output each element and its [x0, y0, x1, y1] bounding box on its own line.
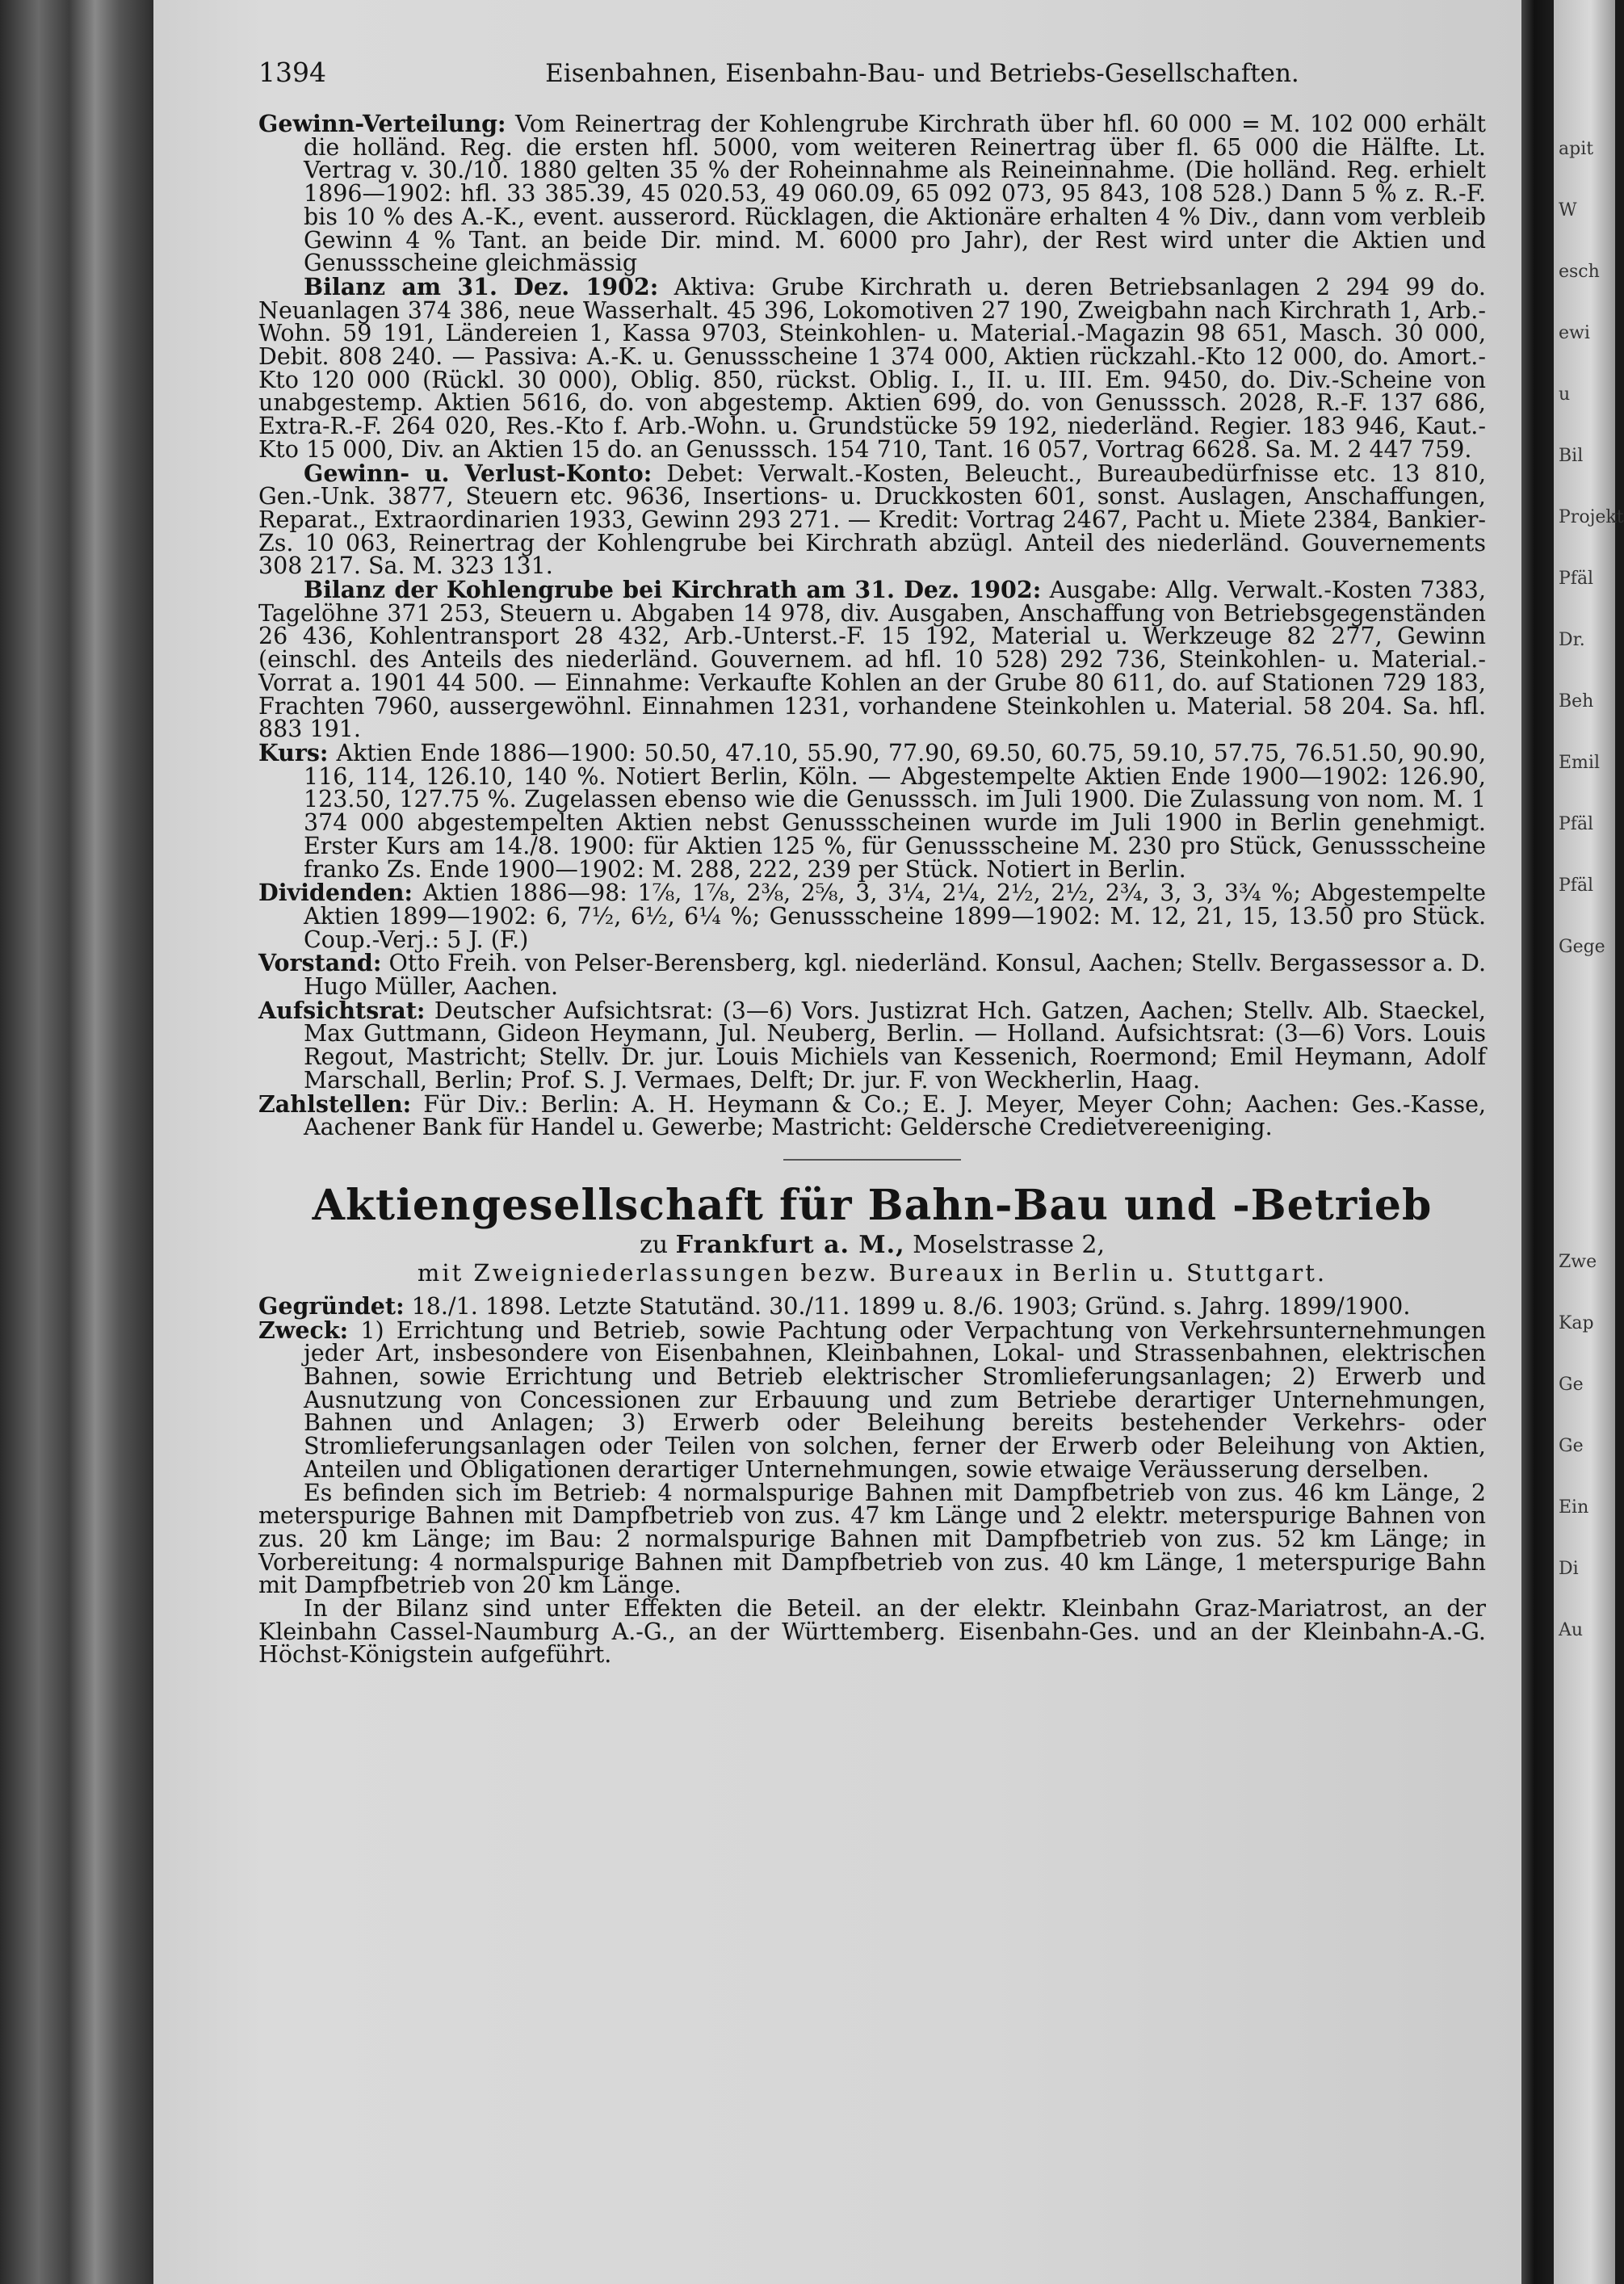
- entry-paragraph: [258, 112, 1486, 275]
- entry-paragraph: [258, 272, 1486, 463]
- entry-label: Kurs:: [258, 738, 329, 766]
- entry-paragraph: [258, 738, 1486, 883]
- entry-paragraph: [258, 1479, 1486, 1599]
- entry-label: Zweck:: [258, 1316, 349, 1344]
- company-address: Moselstrasse 2,: [913, 1230, 1105, 1259]
- entry-text: In der Bilanz sind unter Effekten die Beteil. an der elektr. Kleinbahn Graz-Mariatrost, an der Kleinbahn Cassel-Naumburg A.-G., an der Württemberg. Eisenbahn-Ges. und an der Kleinbahn-A.-G. Höchst-Königstein aufgeführt.: [258, 1595, 1486, 1669]
- entry-paragraph: [258, 1291, 1486, 1320]
- facing-page-margin: [1554, 0, 1624, 2284]
- entry-paragraph: [258, 949, 1486, 1001]
- entry-text: Aktiva: Grube Kirchrath u. deren Betriebsanlagen 2 294 99 do. Neuanlagen 374 386, neue Wasserhalt. 45 396, Lokomotiven 27 190, Zweigbahn nach Kirchrath 1, Arb.-Wohn. 59 191, Ländereien 1, Kassa 9703, Steinkohlen- u. Material.-Magazin 98 651, Masch. 30 000, Debit. 808 240. — Passiva: A.-K. u. Genussscheine 1 374 000, Aktien rückzahl.-Kto 12 000, do. Amort.-Kto 120 000 (Rückl. 30 000), Oblig. 850, rückst. Oblig. I., II. u. III. Em. 9450, do. Div.-Scheine von unabgestemp. Aktien 5616, do. von abgestemp. Aktien 699, do. von Genusssch. 2028, R.-F. 137 686, Extra-R.-F. 264 020, Res.-Kto f. Arb.-Wohn. u. Grundstücke 59 192, niederländ. Regier. 183 946, Kaut.-Kto 15 000, Div. an Aktien 15 do. an Genusssch. 154 710, Tant. 16 057, Vortrag 6628. Sa. M. 2 447 759.: [258, 273, 1486, 463]
- entry-label: Dividenden:: [258, 879, 413, 907]
- margin-fragment: Pfäl: [1559, 875, 1594, 896]
- section-divider: [783, 1159, 961, 1161]
- entry-text: Vom Reinertrag der Kohlengrube Kirchrath über hfl. 60 000 = M. 102 000 erhält die holländ. Reg. die ersten hfl. 5000, vom weiteren Reinertrag über fl. 65 000 die Hälfte. Lt. Vertrag v. 30./10. 1880 gelten 35 % der Roheinnahme als Reineinnahme. (Die holländ. Reg. erhielt 1896—1902: hfl. 33 385.39, 45 020.53, 49 060.09, 65 092 073, 95 843, 108 528.) Dann 5 % z. R.-F. bis 10 % des A.-K., event. ausserord. Rücklagen, die Aktionäre erhalten 4 % Div., dann vom verbleib Gewinn 4 % Tant. an beide Dir. mind. M. 6000 pro Jahr), der Rest wird unter die Aktien und Genussscheine gleichmässig: [304, 111, 1486, 277]
- margin-fragment: ewi: [1559, 323, 1590, 343]
- margin-fragment: Pfäl: [1559, 814, 1594, 834]
- margin-fragment: Ge: [1559, 1375, 1584, 1395]
- margin-fragment: Zwe: [1559, 1252, 1597, 1272]
- company-entries: [258, 1291, 1486, 1669]
- company-location: [258, 1232, 1486, 1259]
- margin-fragment: Emil: [1559, 753, 1600, 773]
- company-city: Frankfurt a. M.,: [675, 1230, 905, 1259]
- company-branches: mit Zweigniederlassungen bezw. Bureaux in Berlin u. Stuttgart.: [417, 1258, 1328, 1287]
- margin-fragment: Kap: [1559, 1313, 1594, 1333]
- scan-binding-shadow: [0, 0, 153, 2284]
- previous-company-entries: [258, 112, 1486, 1140]
- entry-text: Otto Freih. von Pelser-Berensberg, kgl. niederländ. Konsul, Aachen; Stellv. Bergassessor a. D. Hugo Müller, Aachen.: [304, 950, 1486, 1001]
- margin-fragment: W: [1559, 200, 1577, 220]
- entry-text: Es befinden sich im Betrieb: 4 normalspurige Bahnen mit Dampfbetrieb von zus. 46 km Länge, 2 meterspurige Bahnen mit Dampfbetrieb von zus. 47 km Länge und 2 elektr. meterspurige Bahnen von zus. 20 km Länge; im Bau: 2 normalspurige Bahnen mit Dampfbetrieb von zus. 52 km Länge; in Vorbereitung: 4 normalspurige Bahnen mit Dampfbetrieb von zus. 40 km Länge, 1 meterspurige Bahn mit Dampfbetrieb von 20 km Länge.: [258, 1479, 1486, 1599]
- entry-text: Debet: Verwalt.-Kosten, Beleucht., Bureaubedürfnisse etc. 13 810, Gen.-Unk. 3877, Steuern etc. 9636, Insertions- u. Druckkosten 601, sonst. Auslagen, Anschaffungen, Reparat., Extraordinarien 1933, Gewinn 293 271. — Kredit: Vortrag 2467, Pacht u. Miete 2384, Bankier-Zs. 10 063, Reinertrag der Kohlengrube bei Kirchrath abzügl. Anteil des niederländ. Gouvernements 308 217. Sa. M. 323 131.: [258, 460, 1486, 580]
- entry-text: Aktien 1886—98: 1⅞, 1⅞, 2⅜, 2⅝, 3, 3¼, 2¼, 2½, 2½, 2¾, 3, 3, 3¾ %; Abgestempelte Aktien 1899—1902: 6, 7½, 6½, 6¼ %; Genussscheine 1899—1902: M. 12, 21, 15, 13.50 pro Stück. Coup.-Verj.: 5 J. (F.): [304, 880, 1487, 953]
- entry-label: Aufsichtsrat:: [258, 996, 426, 1024]
- margin-fragment: Bil: [1559, 446, 1584, 466]
- margin-fragment: apit: [1559, 139, 1594, 159]
- entry-label: Gewinn-Verteilung:: [258, 110, 506, 137]
- entry-text: Deutscher Aufsichtsrat: (3—6) Vors. Justizrat Hch. Gatzen, Aachen; Stellv. Alb. Staeckel, Max Guttmann, Gideon Heymann, Jul. Neuberg, Berlin. — Holland. Aufsichtsrat: (3—6) Vors. Louis Regout, Mastricht; Stellv. Dr. jur. Louis Michiels van Kessenich, Roermond; Emil Heymann, Adolf Marschall, Berlin; Prof. S. J. Vermaes, Delft; Dr. jur. F. von Weckherlin, Haag.: [304, 997, 1486, 1094]
- running-head: [258, 57, 1486, 88]
- company-name: Aktiengesellschaft für Bahn-Bau und -Betrieb: [312, 1180, 1433, 1230]
- entry-text: Ausgabe: Allg. Verwalt.-Kosten 7383, Tagelöhne 371 253, Steuern u. Abgaben 14 978, div. Ausgaben, Anschaffung von Betriebsgegenständen 26 436, Kohlentransport 28 432, Arb.-Unterst.-F. 15 192, Material u. Werkzeuge 82 277, Gewinn (einschl. des Anteils des niederländ. Gouvernem. ad hfl. 10 528) 292 736, Steinkohlen- u. Material.-Vorrat a. 1901 44 500. — Einnahme: Verkaufte Kohlen an der Grube 80 611, do. auf Stationen 729 183, Frachten 7960, aussergewöhnl. Einnahmen 1231, vorhandene Steinkohlen u. Material. 58 204. Sa. hfl. 883 191.: [258, 577, 1486, 743]
- entry-paragraph: [258, 459, 1486, 580]
- entry-paragraph: [258, 1595, 1486, 1669]
- entry-label: Gegründet:: [258, 1291, 405, 1320]
- entry-label: Bilanz am 31. Dez. 1902:: [304, 272, 659, 300]
- entry-text: 1) Errichtung und Betrieb, sowie Pachtung oder Verpachtung von Verkehrsunternehmungen jeder Art, insbesondere von Eisenbahnen, Kleinbahnen, Lokal- und Strassenbahnen, elektrischen Bahnen, sowie Errichtung und Betrieb elektrischer Stromlieferungsanlagen; 2) Erwerb und Ausnutzung von Concessionen zur Erbauung und zum Betriebe derartiger Unternehmungen, Bahnen und Anlagen; 3) Erwerb oder Beleihung bereits bestehender Verkehrs- oder Stromlieferungsanlagen oder Teilen von solchen, ferner der Erwerb oder Beleihung von Aktien, Anteilen und Obligationen derartiger Unternehmungen, sowie etwaige Veräusserung derselben.: [304, 1316, 1486, 1483]
- entry-label: Zahlstellen:: [258, 1090, 412, 1118]
- page-content: [258, 57, 1486, 1667]
- entry-paragraph: [258, 1316, 1486, 1483]
- margin-fragment: Gege: [1559, 937, 1605, 957]
- location-prefix: zu: [639, 1230, 669, 1259]
- entry-paragraph: [258, 578, 1486, 741]
- entry-text: Aktien Ende 1886—1900: 50.50, 47.10, 55.90, 77.90, 69.50, 60.75, 59.10, 57.75, 76.51.50, 90.90, 116, 114, 126.10, 140 %. Notiert Berlin, Köln. — Abgestempelte Aktien Ende 1900—1902: 126.90, 123.50, 127.75 %. Zugelassen ebenso wie die Genusssch. im Juli 1900. Die Zulassung von nom. M. 1 374 000 abgestempelten Aktien nebst Genussscheinen wurde im Juli 1900 in Berlin genehmigt. Erster Kurs am 14./8. 1900: für Aktien 125 %, für Genussscheine M. 230 pro Stück, Genussscheine franko Zs. Ende 1900—1902: M. 288, 222, 239 per Stück. Notiert in Berlin.: [304, 739, 1486, 883]
- margin-fragment: Projekt: [1559, 507, 1624, 527]
- entry-label: Bilanz der Kohlengrube bei Kirchrath am 31. Dez. 1902:: [304, 576, 1042, 604]
- margin-fragment: u: [1559, 384, 1571, 405]
- margin-fragment: Di: [1559, 1559, 1579, 1579]
- book-page: [153, 0, 1521, 2284]
- entry-paragraph: [258, 996, 1486, 1094]
- margin-fragment: Beh: [1559, 691, 1594, 712]
- scan-gutter: [1521, 0, 1554, 2284]
- margin-fragment: esch: [1559, 262, 1600, 282]
- margin-fragment: Dr.: [1559, 630, 1585, 650]
- margin-fragment: Au: [1559, 1620, 1584, 1640]
- entry-text: 18./1. 1898. Letzte Statutänd. 30./11. 1899 u. 8./6. 1903; Gründ. s. Jahrg. 1899/1900.: [411, 1292, 1411, 1320]
- entry-label: Gewinn- u. Verlust-Konto:: [304, 459, 653, 487]
- entry-paragraph: [258, 1090, 1487, 1141]
- margin-fragment: Ge: [1559, 1436, 1584, 1456]
- margin-fragment: Pfäl: [1559, 569, 1594, 589]
- entry-text: Für Div.: Berlin: A. H. Heymann & Co.; E. J. Meyer, Meyer Cohn; Aachen: Ges.-Kasse, Aachener Bank für Handel u. Gewerbe; Mastricht: Geldersche Credietvereeniging.: [304, 1090, 1487, 1141]
- page-number: 1394: [258, 57, 326, 88]
- entry-label: Vorstand:: [258, 949, 382, 977]
- running-title: Eisenbahnen, Eisenbahn-Bau- und Betriebs-Gesellschaften.: [545, 59, 1299, 88]
- margin-fragment: Ein: [1559, 1497, 1589, 1518]
- entry-paragraph: [258, 881, 1486, 951]
